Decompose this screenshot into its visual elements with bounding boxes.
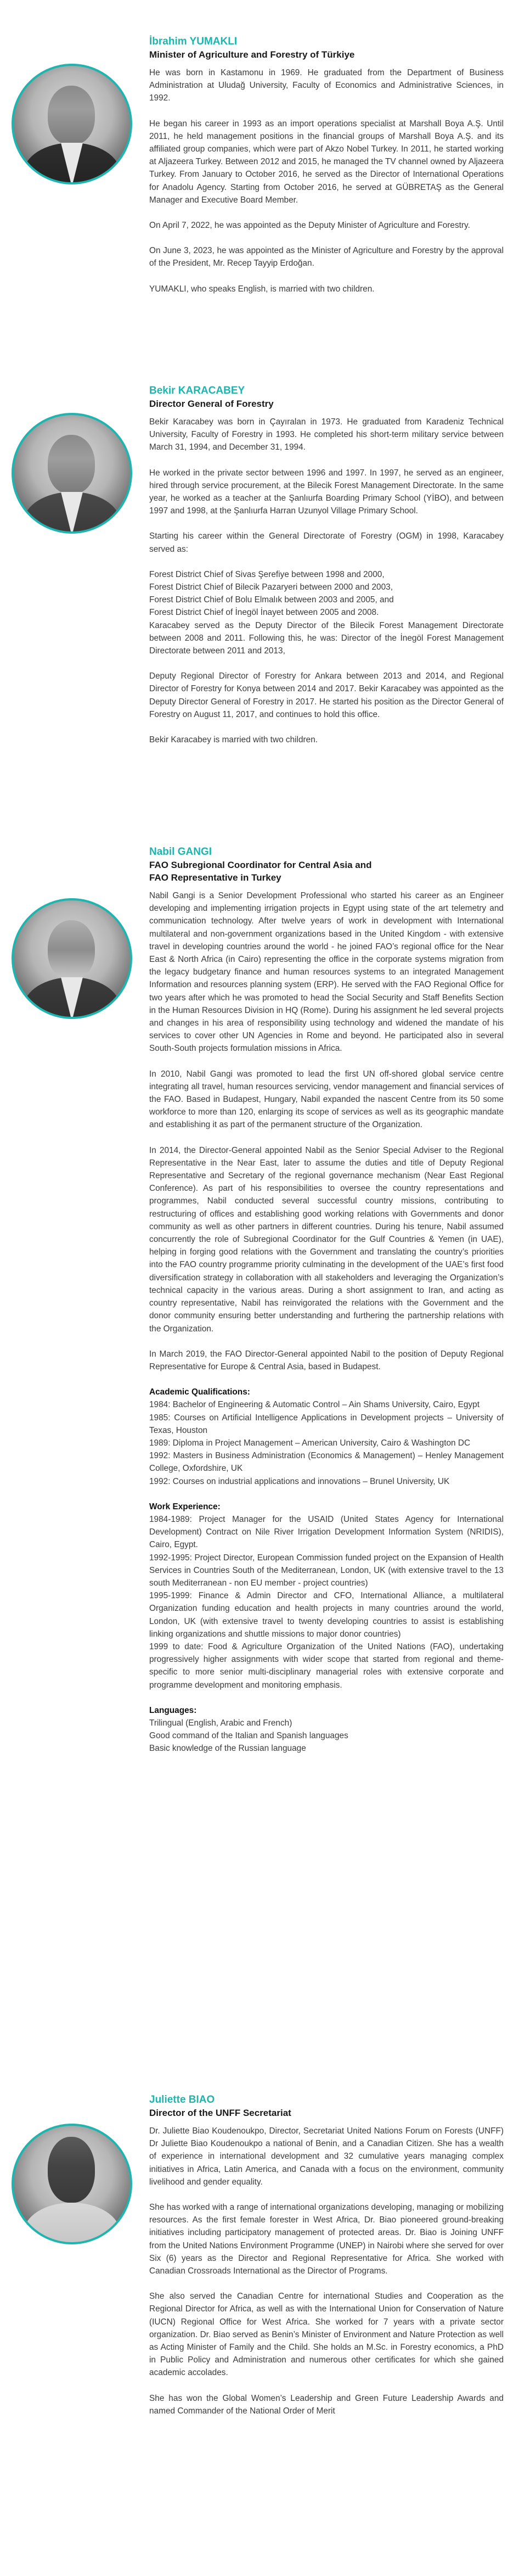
career-list-item: Forest District Chief of İnegöl İnayet between 2005 and 2008. [149,608,379,618]
bio-paragraph: She also served the Canadian Centre for international Studies and Cooperation as the Regional Director for Africa, as well as with the International Union for Conservation of Nature (IUCN) Regional Office for West Africa. She worked for 7 years with a private sector organization. Dr. Biao served as Benin’s Minister of Environment and Nature Protection as well as Acting Minister of Family and the Child. She holds an M.Sc. in Forestry economics, a PhD in Public Policy and Administration and numerous other certificates for which she gained academic accolades. [149,2292,504,2378]
person-name: Bekir KARACABEY [149,385,245,396]
work-item: 1984-1989: Project Manager for the USAID (United States Agency for International Development) Contract on Nile River Irrigation Development Information System (NRIDIS), Cairo, Egypt. [149,1514,504,1550]
portrait-photo-gangi [12,898,132,1019]
bio-paragraph: Bekir Karacabey is married with two children. [149,735,318,745]
academic-item: 1985: Courses on Artificial Intelligence Applications in Development projects – University of Texas, Houston [149,1413,504,1435]
language-item: Good command of the Italian and Spanish languages [149,1731,348,1741]
academic-item: 1992: Masters in Business Administration (Economics & Management) – Henley Management College, Oxfordshire, UK [149,1451,504,1474]
bio-paragraph: She has won the Global Women’s Leadership and Green Future Leadership Awards and named Commander of the National Order of Merit [149,2393,504,2416]
bio-paragraph: He began his career in 1993 as an import operations specialist at Marshall Boya A.Ş. Until 2011, he held management positions in the financial groups of Marshall Boya A.Ş. and its affiliated group companies, which were part of Akzo Nobel Turkey. In 2011, he started working at Aljazeera Turkey. Between 2012 and 2015, he managed the TV channel owned by Aljazeera Turkey. From January to October 2016, he served as the Director of International Operations for Anadolu Agency. Starting from October 2016, he served at GÜBRETAŞ as the General Manager and Executive Board Member. [149,119,504,205]
career-list-item: Forest District Chief of Bolu Elmalık between 2003 and 2005, and [149,595,394,605]
portrait-head-shape [48,86,95,145]
career-list-item: Forest District Chief of Bilecik Pazaryeri between 2000 and 2003, [149,583,393,592]
bio-paragraph: Starting his career within the General Directorate of Forestry (OGM) in 1998, Karacabey served as: [149,531,504,554]
person-name: Nabil GANGI [149,846,212,858]
portrait-photo-yumakli [12,64,132,184]
academic-item: 1989: Diploma in Project Management – American University, Cairo & Washington DC [149,1438,471,1448]
portrait-head-shape [48,920,95,979]
bio-paragraph: In 2010, Nabil Gangi was promoted to lead the first UN off-shored global service centre integrating all travel, human resources servicing, vendor management and financial services of the FAO. Based in Budapest, Hungary, Nabil expanded the nascent Centre from its 50 some workforce to more than 120, enlarging its scope of services as well as its geographic mandate and establishing it as part of the permanent structure of the Organization. [149,1069,504,1130]
person-role: Director of the UNFF Secretariat [149,2108,291,2118]
section-heading-academic: Academic Qualifications: [149,1387,250,1397]
bio-paragraph: He was born in Kastamonu in 1969. He graduated from the Department of Business Administration at Uludağ University, Faculty of Economics and Administrative Sciences, in 1992. [149,68,504,103]
person-role-line-2: FAO Representative in Turkey [149,872,281,883]
bio-text-karacabey [149,384,504,759]
bio-paragraph: Bekir Karacabey was born in Çayıralan in 1973. He graduated from Karadeniz Technical University, Faculty of Forestry in 1993. He completed his short-term military service between March 31, 1994, and December 31, 1994. [149,417,504,452]
section-heading-languages: Languages: [149,1705,197,1715]
portrait-blouse-shape [24,2203,120,2244]
bio-paragraph: YUMAKLI, who speaks English, is married with two children. [149,284,375,294]
portrait-head-shape [48,2137,95,2203]
bio-paragraph: Deputy Regional Director of Forestry for Ankara between 2013 and 2014, and Regional Director of Forestry for Konya between 2014 and 2017. Bekir Karacabey was appointed as the Deputy Director General of Forestry in 2017. He started his position as the Director General of Forestry on August 11, 2017, and continues to hold this office. [149,671,504,719]
career-list-item: Karacabey served as the Deputy Director of the Bilecik Forest Management Directorate between 2008 and 2011. Following this, he was: Director of the İnegöl Forest Management Directorate between 2011 and 2013, [149,620,504,656]
person-role: Director General of Forestry [149,399,274,409]
bio-text-yumakli [149,35,504,308]
portrait-photo-biao [12,2124,132,2244]
languages-list [149,1717,504,1755]
person-name: İbrahim YUMAKLI [149,36,238,47]
career-list-item: Forest District Chief of Sivas Şerefiye between 1998 and 2000, [149,569,385,579]
section-heading-work: Work Experience: [149,1502,221,1511]
bio-paragraph: In 2014, the Director-General appointed Nabil as the Senior Special Adviser to the Regional Representative in the Near East, later to assume the duties and title of Deputy Regional Representative and Secretary of the regional governance mechanism (Near East Regional Conference). As part of his responsibilities to oversee the country representations and programmes, Nabil conducted several successful country missions, contributing to restructuring of offices and establishing good working relations with Governments and donor community as well as other partners in different countries. During his tenure, Nabil assumed concurrently the role of Subregional Coordinator for the Gulf Countries & Yemen (in UAE), helping in forging good relations with the Government and translating the country’s priorities into the FAO country programme priority culminating in the development of the UAE’s first food diversification strategy in collaboration with all stakeholders and leveraging the Organization’s technical capacity in the various areas. During a short assignment to Iran, and acting as country representative, Nabil has reinvigorated the relations with the Government and the donor community ensuring better understanding and furthering the partnership relations with the Organization. [149,1145,504,1334]
language-item: Trilingual (English, Arabic and French) [149,1718,292,1728]
bio-paragraph: Nabil Gangi is a Senior Development Professional who started his career as an Engineer developing and implementing irrigation projects in Egypt using state of the art telemetry and communication technology. After twelve years of work in development with International multilateral and non-government organizations based in the United Kingdom - with extensive travel in developing countries around the world - he joined FAO’s regional office for the Near East & North Africa (in Cairo) representing the office in the corporate systems migration from the legacy budgetary finance and human resources systems to an integrated Management Information and resources planning system (ERP). He served with the FAO Regional Office for two years after which he was promoted to head the Social Security and Staff Benefits Section in the Human Resources Division in HQ (Rome). During his assignment he led several projects and changes in his area of responsibility using technology and widened the mandate of his services to cover other UN Agencies in Rome and beyond. He participated also in several South-South projects formulation missions in Africa. [149,891,504,1054]
career-list [149,568,504,657]
bio-paragraph: In March 2019, the FAO Director-General appointed Nabil to the position of Deputy Regional Representative for Europe & Central Asia, based in Budapest. [149,1349,504,1371]
bio-paragraph: She has worked with a range of international organizations developing, managing or mobilizing resources. As the first female forester in West Africa, Dr. Biao pioneered ground-breaking initiatives including participatory management of protected areas. Dr. Biao is Joining UNFF from the United Nations Environment Programme (UNEP) in Nairobi where she served for over Six (6) years as the Director and Regional Representative for Africa. She worked with Canadian Crossroads International as the Director of Programs. [149,2203,504,2276]
person-role: Minister of Agriculture and Forestry of Türkiye [149,49,355,60]
academic-item: 1984: Bachelor of Engineering & Automatic Control – Ain Shams University, Cairo, Egypt [149,1400,479,1410]
person-name: Juliette BIAO [149,2094,215,2105]
language-item: Basic knowledge of the Russian language [149,1744,306,1754]
work-item: 1999 to date: Food & Agriculture Organization of the United Nations (FAO), undertaking progressively higher assignments with wider scope that started from regional and theme-specific to more senior multi-disciplinary managerial roles with extensive corporate and programme development and monitoring emphasis. [149,1642,504,1690]
work-list [149,1513,504,1692]
academic-list [149,1398,504,1487]
person-role-line-1: FAO Subregional Coordinator for Central Asia and [149,860,372,870]
bio-text-biao [149,2093,504,2430]
bio-paragraph: On June 3, 2023, he was appointed as the Minister of Agriculture and Forestry by the approval of the President, Mr. Recep Tayyip Erdoğan. [149,246,504,268]
bio-paragraph: Dr. Juliette Biao Koudenoukpo, Director, Secretariat United Nations Forum on Forests (UNFF) Dr Juliette Biao Koudenoukpo a national of Benin, and a Canadian Citizen. She has a wealth of experience in international development and 32 cumulative years managing complex initiatives in Africa, Latin America, and Canada with a focus on the environment, community livelihood and gender equality. [149,2126,504,2187]
bio-paragraph: He worked in the private sector between 1996 and 1997. In 1997, he served as an engineer, hired through service procurement, at the Bilecik Forest Management Directorate. In the same year, he worked as a teacher at the Şanlıurfa Boarding Primary School (YİBO), and between 1997 and 1998, at the Şanlıurfa Harran Uzunyol Village Primary School. [149,468,504,516]
portrait-head-shape [48,435,95,494]
bio-text-gangi [149,845,504,1768]
academic-item: 1992: Courses on industrial applications and innovations – Brunel University, UK [149,1476,450,1486]
portrait-photo-karacabey [12,413,132,534]
work-item: 1992-1995: Project Director, European Commission funded project on the Expansion of Health Services in Countries South of the Mediterranean, London, UK (with extensive travel to the 13 south Mediterranean - non EU member - project countries) [149,1553,504,1588]
work-item: 1995-1999: Finance & Admin Director and CFO, International Alliance, a multilateral Organization funding education and health projects in many countries around the world, London, UK (with extensive travel to twenty developing countries to assist is establishing linking organizations and shuttle missions to major donor countries) [149,1591,504,1639]
bio-paragraph: On April 7, 2022, he was appointed as the Deputy Minister of Agriculture and Forestry. [149,221,470,231]
